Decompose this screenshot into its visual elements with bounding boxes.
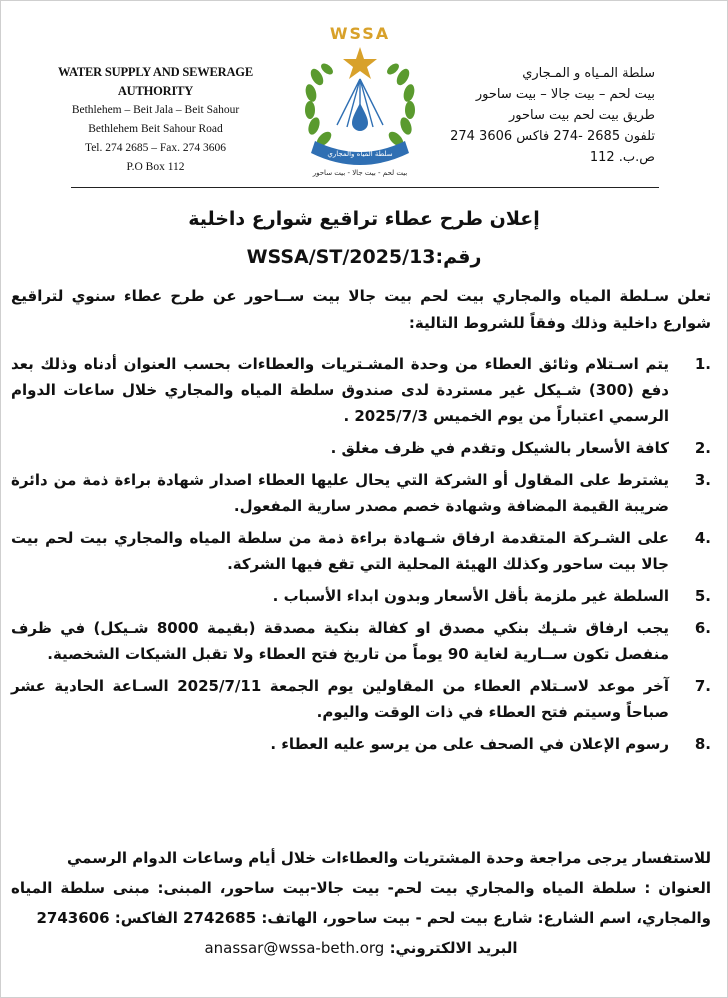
header-en-line4: P.O Box 112 (126, 161, 185, 173)
term-item (11, 435, 711, 461)
header-divider (71, 187, 659, 188)
term-text: يتم اسـتلام وثائق العطاء من وحدة المشـتريات والعطاءات بحسب العنوان أدناه وذلك بعد دفع (300) شـيكل غير مستردة لدى صندوق سلطة المياه والمجاري خلال ساعات الدوام الرسمي اعتباراً من يوم الخميس 2025/7/3 . (11, 355, 669, 425)
term-item (11, 525, 711, 577)
wssa-logo-emblem (295, 17, 425, 181)
star-icon (343, 47, 377, 79)
term-text: آخر موعد لاسـتلام العطاء من المقاولين يوم الجمعة 2025/7/11 السـاعة الحادية عشر صباحاً وسيتم فتح العطاء في ذات الوقت واليوم. (11, 677, 669, 721)
email-label: البريد الالكتروني: (389, 939, 518, 957)
term-item (11, 467, 711, 519)
term-text: يشترط على المقاول أو الشركة التي يحال عليها العطاء اصدار شهادة براءة ذمة من دائرة ضريبة القيمة المضافة وشهادة خصم مصدر سارية المفعول. (11, 471, 669, 515)
announcement-reference (1, 243, 727, 271)
email-address: anassar@wssa-beth.org (204, 939, 385, 957)
term-text: كافة الأسعار بالشيكل وتقدم في ظرف مغلق . (330, 439, 669, 457)
header-arabic (435, 63, 655, 168)
term-item (11, 615, 711, 667)
laurel-left-icon (304, 61, 335, 148)
term-number: .3 (694, 471, 711, 489)
term-number: .6 (694, 619, 711, 637)
contact-address: العنوان : سلطة المياه والمجاري بيت لحم- بيت جالا-بيت ساحور، المبنى: مبنى سلطة المياه والمجاري، اسم الشارع: شارع بيت لحم - بيت ساحور، الهاتف: 2742685 الفاكس: 2743606 (11, 879, 711, 927)
intro-paragraph: تعلن سـلطة المياه والمجاري بيت لحم بيت جالا بيت ســاحور عن طرح عطاء سنوي لتراقيع شوارع داخلية وذلك وفقاً للشروط التالية: (11, 287, 711, 332)
header-en-line1: Bethlehem – Beit Jala – Beit Sahour (71, 104, 240, 116)
term-number: .5 (694, 587, 711, 605)
reference-label: رقم: (435, 246, 482, 268)
reference-code: WSSA/ST/2025/13 (246, 246, 436, 268)
header-english (23, 63, 288, 177)
logo-bottom-text: بيت لحم - بيت جالا - بيت ساحور (312, 169, 408, 177)
logo-ribbon-text: سلطة المياه والمجاري (327, 150, 393, 158)
term-item (11, 351, 711, 429)
term-number: .8 (694, 735, 711, 753)
contact-inquiry: للاستفسار يرجى مراجعة وحدة المشتريات والعطاءات خلال أيام وساعات الدوام الرسمي (66, 849, 711, 867)
header-ar-line2: طريق بيت لحم بيت ساحور (508, 108, 655, 123)
term-text: السلطة غير ملزمة بأقل الأسعار وبدون ابداء الأسباب . (272, 587, 669, 605)
contact-block (11, 843, 711, 963)
term-text: على الشـركة المتقدمة ارفاق شـهادة براءة ذمة من سلطة المياه والمجاري بيت لحم بيت جالا بيت ساحور وكذلك الهيئة المحلية التي تقع فيها الشركة. (11, 529, 669, 573)
laurel-right-icon (385, 61, 416, 148)
header-ar-line1: بيت لحم – بيت جالا – بيت ساحور (475, 87, 655, 102)
term-text: رسوم الإعلان في الصحف على من يرسو عليه العطاء . (270, 735, 669, 753)
term-number: .1 (694, 355, 711, 373)
term-item (11, 731, 711, 757)
wssa-logo (295, 17, 425, 181)
term-text: يجب ارفاق شـيك بنكي مصدق او كفالة بنكية مصدقة (بقيمة 8000 شـيكل) في ظرف منفصل تكون ســارية لغاية 90 يوماً من تاريخ فتح العطاء ولا تقبل الشيكات الشخصية. (11, 619, 669, 663)
water-drop-icon (352, 103, 368, 131)
term-item (11, 673, 711, 725)
header-en-line2: Bethlehem Beit Sahour Road (88, 123, 223, 135)
term-number: .2 (694, 439, 711, 457)
header-en-line3: Tel. 274 2685 – Fax. 274 3606 (84, 142, 227, 154)
contact-email-line (11, 933, 711, 963)
header-en-org: WATER SUPPLY AND SEWERAGE AUTHORITY (58, 65, 253, 98)
terms-list (11, 351, 711, 763)
term-number: .7 (694, 677, 711, 695)
term-item (11, 583, 711, 609)
logo-top-text: WSSA (329, 24, 391, 43)
header-ar-line3: تلفون 2685 -274 فاكس 3606 274 (450, 129, 655, 144)
header-ar-org: سلطة المـياه و المـجاري (522, 66, 655, 81)
announcement-title: إعلان طرح عطاء تراقيع شوارع داخلية (188, 208, 540, 230)
header-ar-line4: ص.ب. 112 (589, 150, 655, 165)
term-number: .4 (694, 529, 711, 547)
